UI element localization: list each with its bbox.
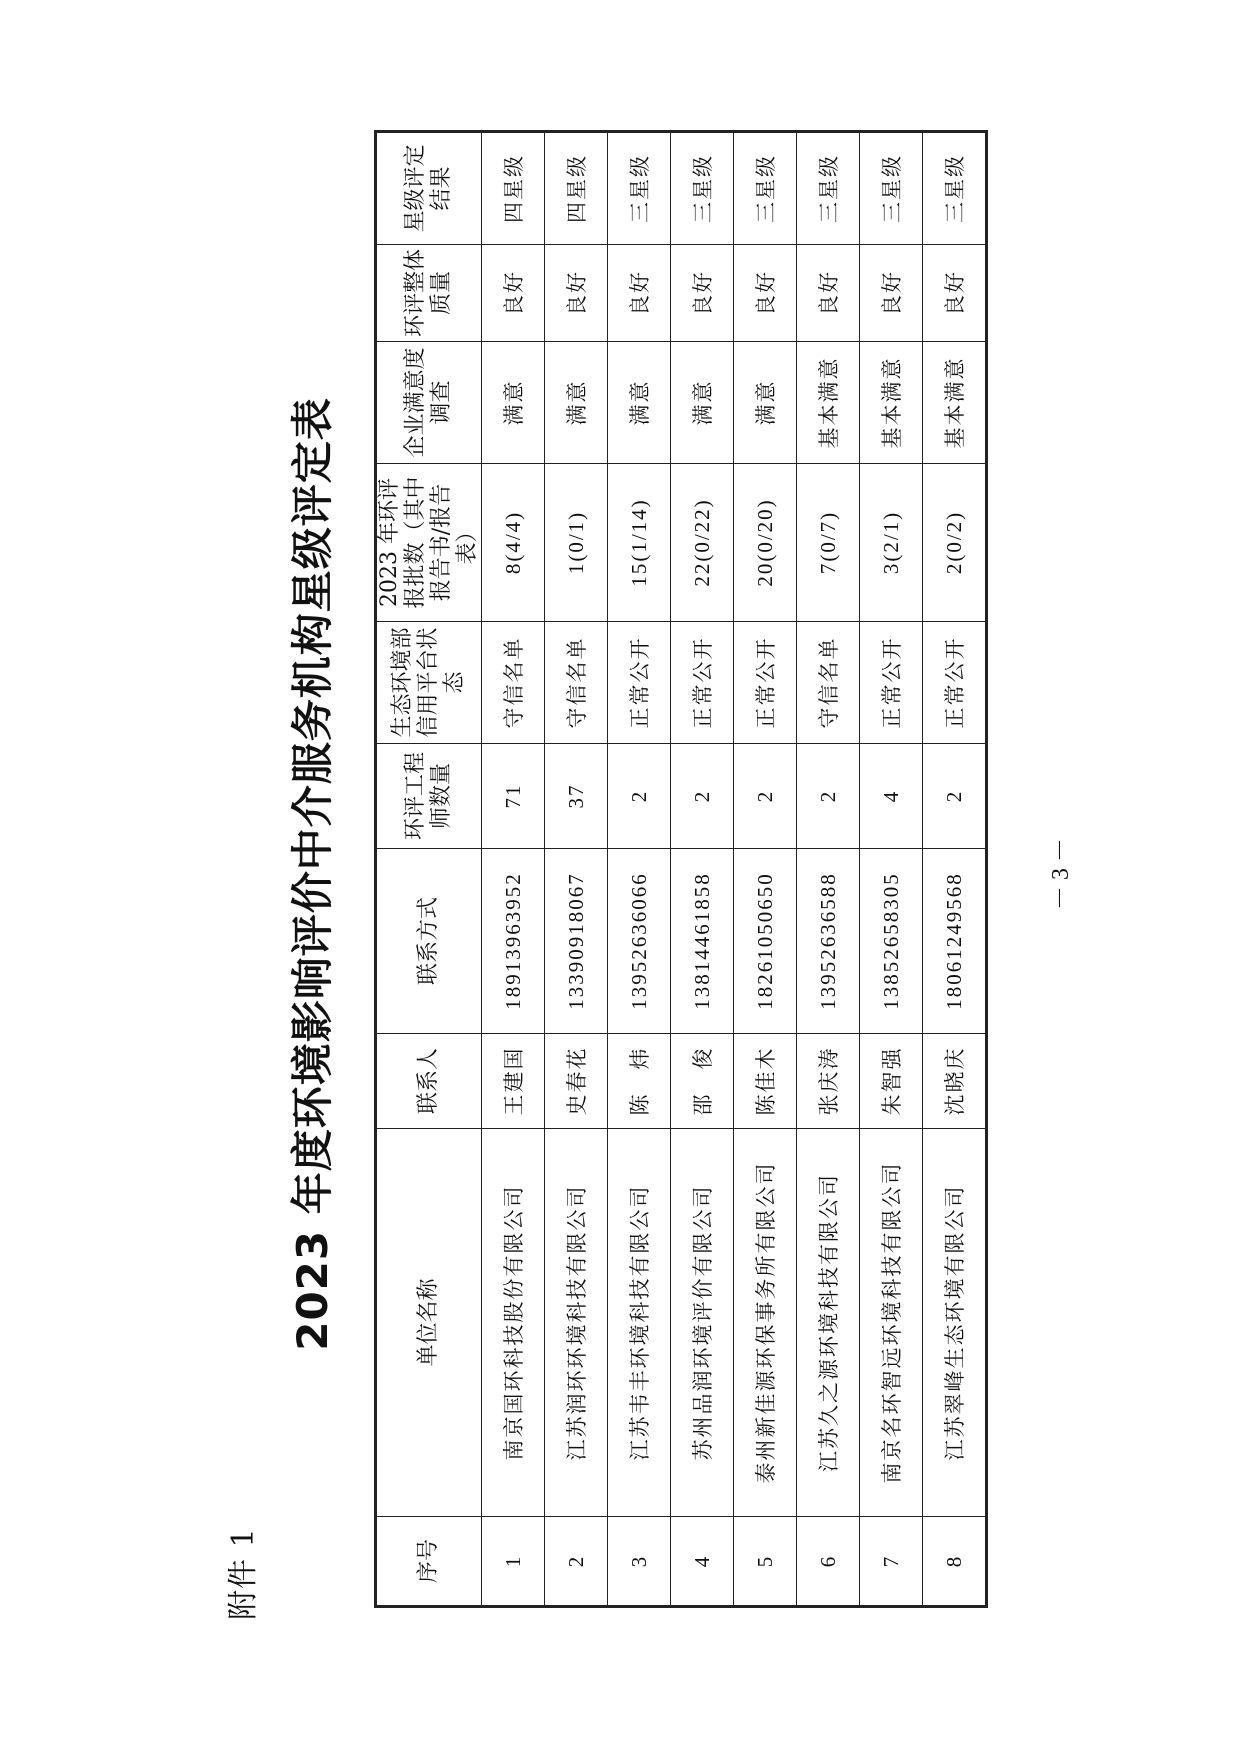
cell-index: 4: [671, 1517, 734, 1607]
cell-quality: 良好: [608, 245, 671, 342]
cell-contact-person: 朱智强: [860, 1034, 923, 1129]
cell-satisfaction: 基本满意: [860, 342, 923, 464]
cell-index: 6: [797, 1517, 860, 1607]
header-engineer-count: 环评工程师数量: [376, 744, 482, 849]
cell-index: 7: [860, 1517, 923, 1607]
cell-contact-person: 邵 俊: [671, 1034, 734, 1129]
cell-phone: 13852658305: [860, 849, 923, 1034]
table-row: [734, 132, 797, 1607]
table-row: [671, 132, 734, 1607]
header-credit-status: 生态环境部信用平台状态: [376, 622, 482, 744]
cell-quality: 良好: [482, 245, 545, 342]
cell-quality: 良好: [671, 245, 734, 342]
cell-credit-status: 守信名单: [482, 622, 545, 744]
cell-index: 1: [482, 1517, 545, 1607]
cell-phone: 13952636588: [797, 849, 860, 1034]
cell-quality: 良好: [797, 245, 860, 342]
cell-approval-count: 15(1/14): [608, 464, 671, 622]
cell-approval-count: 20(0/20): [734, 464, 797, 622]
cell-contact-person: 张庆涛: [797, 1034, 860, 1129]
header-phone: 联系方式: [376, 849, 482, 1034]
cell-approval-count: 22(0/22): [671, 464, 734, 622]
cell-credit-status: 正常公开: [923, 622, 987, 744]
cell-star-rating: 三星级: [671, 132, 734, 245]
cell-approval-count: 7(0/7): [797, 464, 860, 622]
cell-engineer-count: 2: [608, 744, 671, 849]
header-index: 序号: [376, 1517, 482, 1607]
cell-engineer-count: 2: [671, 744, 734, 849]
page-number: － 3 －: [1048, 838, 1074, 910]
cell-quality: 良好: [734, 245, 797, 342]
cell-contact-person: 陈佳木: [734, 1034, 797, 1129]
cell-satisfaction: 基本满意: [923, 342, 987, 464]
cell-index: 8: [923, 1517, 987, 1607]
cell-credit-status: 正常公开: [608, 622, 671, 744]
cell-approval-count: 2(0/2): [923, 464, 987, 622]
cell-engineer-count: 2: [734, 744, 797, 849]
cell-star-rating: 四星级: [545, 132, 608, 245]
cell-satisfaction: 满意: [608, 342, 671, 464]
cell-company: 江苏久之源环境科技有限公司: [797, 1129, 860, 1517]
cell-index: 3: [608, 1517, 671, 1607]
table-row: [482, 132, 545, 1607]
cell-company: 江苏翠峰生态环境有限公司: [923, 1129, 987, 1517]
cell-contact-person: 王建国: [482, 1034, 545, 1129]
table-row: [797, 132, 860, 1607]
cell-company: 江苏韦丰环境科技有限公司: [608, 1129, 671, 1517]
header-satisfaction: 企业满意度调查: [376, 342, 482, 464]
cell-phone: 18061249568: [923, 849, 987, 1034]
cell-star-rating: 三星级: [608, 132, 671, 245]
cell-approval-count: 8(4/4): [482, 464, 545, 622]
cell-satisfaction: 满意: [734, 342, 797, 464]
cell-phone: 13390918067: [545, 849, 608, 1034]
cell-phone: 13814461858: [671, 849, 734, 1034]
cell-credit-status: 正常公开: [734, 622, 797, 744]
header-star-rating: 星级评定结果: [376, 132, 482, 245]
cell-star-rating: 三星级: [797, 132, 860, 245]
rating-table: [374, 130, 988, 1608]
cell-contact-person: 陈 炜: [608, 1034, 671, 1129]
table-row: [608, 132, 671, 1607]
cell-satisfaction: 满意: [545, 342, 608, 464]
cell-quality: 良好: [860, 245, 923, 342]
cell-engineer-count: 2: [797, 744, 860, 849]
cell-engineer-count: 4: [860, 744, 923, 849]
cell-company: 泰州新佳源环保事务所有限公司: [734, 1129, 797, 1517]
cell-contact-person: 史春花: [545, 1034, 608, 1129]
cell-company: 南京名环智远环境科技有限公司: [860, 1129, 923, 1517]
table-row: [860, 132, 923, 1607]
cell-star-rating: 三星级: [923, 132, 987, 245]
header-contact-person: 联系人: [376, 1034, 482, 1129]
cell-star-rating: 三星级: [860, 132, 923, 245]
cell-company: 苏州品润环境评价有限公司: [671, 1129, 734, 1517]
cell-index: 2: [545, 1517, 608, 1607]
table-row: [923, 132, 987, 1607]
cell-phone: 13952636066: [608, 849, 671, 1034]
header-approval-count: 2023 年环评报批数（其中报告书/报告表）: [376, 464, 482, 622]
table-header-row: [376, 132, 482, 1607]
header-company: 单位名称: [376, 1129, 482, 1517]
cell-credit-status: 守信名单: [545, 622, 608, 744]
cell-engineer-count: 37: [545, 744, 608, 849]
cell-credit-status: 正常公开: [860, 622, 923, 744]
cell-engineer-count: 2: [923, 744, 987, 849]
cell-credit-status: 正常公开: [671, 622, 734, 744]
cell-approval-count: 1(0/1): [545, 464, 608, 622]
cell-phone: 18913963952: [482, 849, 545, 1034]
cell-satisfaction: 满意: [482, 342, 545, 464]
cell-index: 5: [734, 1517, 797, 1607]
cell-contact-person: 沈晓庆: [923, 1034, 987, 1129]
cell-credit-status: 守信名单: [797, 622, 860, 744]
cell-company: 江苏润环环境科技有限公司: [545, 1129, 608, 1517]
table-row: [545, 132, 608, 1607]
cell-star-rating: 四星级: [482, 132, 545, 245]
cell-approval-count: 3(2/1): [860, 464, 923, 622]
header-quality: 环评整体质量: [376, 245, 482, 342]
cell-star-rating: 三星级: [734, 132, 797, 245]
cell-engineer-count: 71: [482, 744, 545, 849]
cell-phone: 18261050650: [734, 849, 797, 1034]
cell-company: 南京国环科技股份有限公司: [482, 1129, 545, 1517]
cell-quality: 良好: [545, 245, 608, 342]
document-title: 2023 年度环境影响评价中介服务机构星级评定表: [288, 397, 337, 1351]
cell-satisfaction: 满意: [671, 342, 734, 464]
cell-satisfaction: 基本满意: [797, 342, 860, 464]
cell-quality: 良好: [923, 245, 987, 342]
attachment-label: 附件 1: [226, 1527, 261, 1620]
